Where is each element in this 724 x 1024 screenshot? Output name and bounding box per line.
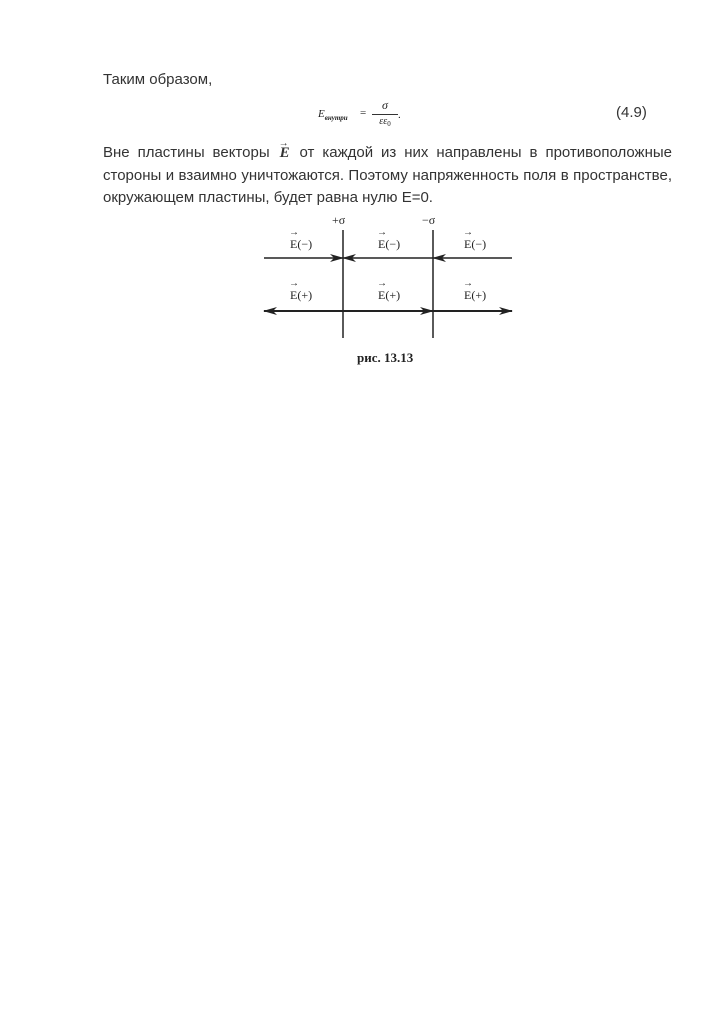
equation-denominator bbox=[372, 116, 398, 128]
body-paragraph bbox=[103, 142, 672, 210]
intro-text: Таким образом, bbox=[103, 71, 213, 88]
equation-lhs-subscript: внутри bbox=[324, 114, 348, 122]
paragraph-before-vector: Вне пластины векторы bbox=[103, 144, 270, 161]
equation-denominator-symbol: εε bbox=[379, 116, 388, 127]
equation-number: (4.9) bbox=[616, 104, 647, 121]
vector-arrow-icon: → bbox=[463, 278, 473, 289]
label-top-right: → E(−) bbox=[463, 227, 487, 251]
equation-lhs-symbol: E bbox=[318, 108, 325, 120]
equation-numerator: σ bbox=[382, 98, 388, 112]
label-bottom-right: → E(+) bbox=[463, 278, 487, 302]
equation-trailing-dot: . bbox=[398, 109, 401, 121]
label-top-left: → E(−) bbox=[289, 227, 313, 251]
label-top-middle: → E(−) bbox=[377, 227, 401, 251]
plate-positive-label: +σ bbox=[332, 213, 346, 227]
equation-equals: = bbox=[360, 107, 367, 119]
vector-arrow-icon: → bbox=[463, 227, 473, 238]
vector-e-inline: → E bbox=[278, 142, 292, 165]
paragraph-after-vector: от каждой из них направлены в противоположные стороны и взаимно уничтожаются. Поэтому напряженность поля в пространстве, окружающем пластины, будет равна нулю E=0. bbox=[103, 144, 672, 206]
equation-fraction bbox=[372, 98, 398, 128]
figure-caption: рис. 13.13 bbox=[357, 350, 414, 365]
fraction-bar bbox=[372, 114, 398, 115]
label-bottom-middle: → E(+) bbox=[377, 278, 401, 302]
vector-arrow-icon: → bbox=[289, 227, 299, 238]
vector-arrow-icon: → bbox=[377, 227, 387, 238]
label-bottom-left: → E(+) bbox=[289, 278, 313, 302]
plate-negative-label: −σ bbox=[422, 213, 436, 227]
equation-lhs bbox=[318, 108, 348, 120]
equation-denominator-subscript: 0 bbox=[387, 120, 391, 128]
vector-arrow-icon: → bbox=[289, 278, 299, 289]
vector-arrow-icon: → bbox=[377, 278, 387, 289]
figure-13-13 bbox=[250, 210, 525, 345]
